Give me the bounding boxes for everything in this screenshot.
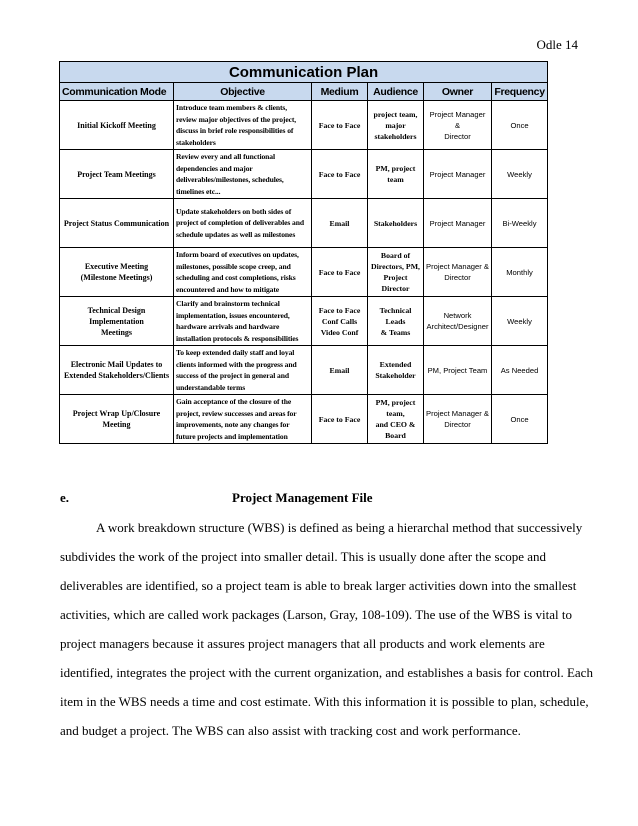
cell-medium-line: Face to Face bbox=[318, 305, 361, 315]
cell-communication-mode-line: Project Wrap Up/Closure Meeting bbox=[72, 409, 161, 429]
cell-frequency bbox=[492, 395, 548, 444]
cell-objective-line: scheduling and cost completions, risks bbox=[176, 273, 296, 282]
cell-frequency-line: Once bbox=[510, 120, 529, 130]
cell-audience bbox=[368, 199, 424, 248]
cell-audience-line: Extended bbox=[379, 360, 412, 369]
cell-audience bbox=[368, 346, 424, 395]
cell-owner bbox=[424, 101, 492, 150]
cell-objective-line: Review every and all functional bbox=[176, 152, 275, 161]
cell-objective bbox=[174, 101, 312, 150]
paragraph-line: A work breakdown structure (WBS) is defined as being a hierarchal method that successively bbox=[96, 520, 583, 535]
cell-communication-mode-line: (Milestone Meetings) bbox=[80, 273, 153, 282]
column-header-audience: Audience bbox=[368, 83, 424, 101]
paragraph-line: identified, integrates the project with the current organization, and establishes a basis for control. Each bbox=[60, 665, 593, 680]
cell-audience-line: Stakeholders bbox=[373, 218, 418, 228]
cell-audience bbox=[368, 395, 424, 444]
cell-communication-mode bbox=[60, 150, 174, 199]
table-row bbox=[60, 297, 548, 346]
column-header-communication-mode: Communication Mode bbox=[60, 83, 174, 101]
cell-frequency-line: As Needed bbox=[500, 365, 539, 375]
cell-owner-line: Project Manager bbox=[429, 218, 486, 228]
cell-owner-line: Network bbox=[443, 311, 472, 320]
cell-objective-line: project of completion of deliverables and bbox=[176, 218, 305, 228]
cell-owner-line: PM, Project Team bbox=[427, 365, 488, 375]
cell-communication-mode-line: Technical Design Implementation bbox=[87, 305, 146, 326]
cell-owner bbox=[424, 248, 492, 297]
column-header-medium: Medium bbox=[312, 83, 368, 101]
column-header-owner: Owner bbox=[424, 83, 492, 101]
cell-objective-line: Clarify and brainstorm technical bbox=[176, 299, 280, 308]
cell-owner bbox=[424, 346, 492, 395]
cell-audience-line: Board bbox=[385, 431, 406, 440]
cell-medium-line: Email bbox=[329, 218, 350, 228]
table-row bbox=[60, 101, 548, 150]
cell-objective-line: dependencies and major bbox=[176, 163, 253, 173]
section-letter: e. bbox=[60, 490, 70, 505]
cell-audience-line: and CEO & bbox=[375, 420, 416, 429]
cell-communication-mode-line: Extended Stakeholders/Clients bbox=[63, 371, 170, 380]
cell-owner-line: & bbox=[454, 120, 461, 130]
cell-objective-line: milestones, possible scope creep, and bbox=[176, 261, 291, 271]
table-row bbox=[60, 395, 548, 444]
cell-frequency bbox=[492, 248, 548, 297]
cell-objective bbox=[174, 346, 312, 395]
cell-communication-mode-line: Project Status Communication bbox=[63, 218, 170, 228]
cell-frequency-line: Monthly bbox=[506, 267, 533, 277]
paragraph-line: deliverables are identified, so a project team is able to break larger activities down into the smallest bbox=[60, 578, 577, 593]
cell-owner bbox=[424, 150, 492, 199]
cell-objective-line: stakeholders bbox=[176, 137, 216, 147]
cell-communication-mode-line: Executive Meeting bbox=[84, 262, 149, 271]
cell-owner bbox=[424, 297, 492, 346]
cell-objective-line: project, review successes and areas for bbox=[176, 408, 297, 418]
cell-audience-line: project team, bbox=[373, 109, 418, 119]
cell-owner-line: Project Manager bbox=[429, 109, 486, 119]
cell-owner-line: Architect/Designer bbox=[426, 322, 489, 331]
cell-medium bbox=[312, 150, 368, 199]
cell-frequency-line: Weekly bbox=[507, 316, 532, 326]
column-header-frequency: Frequency bbox=[492, 83, 548, 101]
cell-audience bbox=[368, 101, 424, 150]
cell-communication-mode-line: Initial Kickoff Meeting bbox=[77, 120, 156, 130]
cell-audience-line: Technical Leads bbox=[379, 305, 412, 326]
cell-audience bbox=[368, 150, 424, 199]
cell-communication-mode bbox=[60, 346, 174, 395]
cell-objective-line: future projects and implementation bbox=[176, 431, 288, 441]
cell-objective-line: improvements, note any changes for bbox=[176, 420, 290, 429]
cell-medium-line: Face to Face bbox=[318, 267, 361, 277]
cell-medium-line: Video Conf bbox=[320, 327, 359, 337]
cell-medium bbox=[312, 248, 368, 297]
cell-medium-line: Conf Calls bbox=[321, 316, 358, 326]
cell-communication-mode bbox=[60, 101, 174, 150]
cell-communication-mode-line: Meetings bbox=[100, 327, 133, 337]
cell-communication-mode bbox=[60, 199, 174, 248]
communication-plan-table-wrapper bbox=[59, 61, 547, 444]
cell-objective bbox=[174, 248, 312, 297]
cell-audience-line: & Teams bbox=[380, 327, 411, 337]
page-number: Odle 14 bbox=[536, 37, 578, 52]
cell-medium-line: Email bbox=[329, 365, 350, 375]
cell-frequency-line: Bi-Weekly bbox=[502, 218, 537, 228]
cell-communication-mode bbox=[60, 297, 174, 346]
table-row bbox=[60, 346, 548, 395]
cell-objective-line: implementation, issues encountered, bbox=[176, 310, 290, 320]
table-row bbox=[60, 150, 548, 199]
cell-audience-line: Directors, PM, bbox=[371, 262, 420, 271]
cell-frequency-line: Once bbox=[510, 414, 529, 424]
cell-frequency bbox=[492, 297, 548, 346]
cell-objective bbox=[174, 395, 312, 444]
cell-medium bbox=[312, 101, 368, 150]
cell-frequency-line: Weekly bbox=[507, 169, 532, 179]
table-body bbox=[60, 101, 548, 444]
table-row bbox=[60, 199, 548, 248]
cell-audience bbox=[368, 297, 424, 346]
paragraph-line: project managers because it assures project managers that all products and work elements are bbox=[60, 636, 545, 651]
cell-medium bbox=[312, 395, 368, 444]
cell-communication-mode-line: Project Team Meetings bbox=[77, 169, 156, 179]
cell-audience bbox=[368, 248, 424, 297]
cell-frequency bbox=[492, 346, 548, 395]
cell-audience-line: PM, project team bbox=[375, 164, 416, 184]
cell-medium-line: Face to Face bbox=[318, 169, 361, 179]
cell-audience-line: Stakeholder bbox=[375, 371, 416, 380]
cell-owner-line: Director bbox=[444, 420, 471, 429]
cell-communication-mode bbox=[60, 395, 174, 444]
cell-frequency bbox=[492, 199, 548, 248]
table-row bbox=[60, 248, 548, 297]
cell-frequency bbox=[492, 101, 548, 150]
cell-objective-line: discuss in brief role responsibilities of bbox=[176, 126, 294, 135]
paragraph-line: item in the WBS needs a time and cost estimate. With this information it is possible to plan, schedule, bbox=[60, 694, 589, 709]
cell-audience-line: major bbox=[385, 120, 406, 130]
cell-objective-line: To keep extended daily staff and loyal bbox=[176, 348, 295, 357]
cell-medium bbox=[312, 297, 368, 346]
cell-objective-line: encountered and how to mitigate bbox=[176, 284, 280, 294]
cell-medium-line: Face to Face bbox=[318, 414, 361, 424]
cell-audience-line: Project Director bbox=[381, 273, 410, 293]
cell-audience-line: Board of bbox=[380, 251, 411, 260]
cell-medium bbox=[312, 346, 368, 395]
cell-objective-line: timelines etc... bbox=[176, 186, 221, 196]
cell-owner-line: Director bbox=[444, 273, 471, 282]
cell-objective-line: schedule updates as well as milestones bbox=[176, 229, 296, 239]
paragraph-line: subdivides the work of the project into smaller detail. This is usually done after the scope and bbox=[60, 549, 547, 564]
table-header-row bbox=[60, 83, 548, 101]
table-title: Communication Plan bbox=[60, 62, 548, 83]
column-header-objective: Objective bbox=[174, 83, 312, 101]
cell-communication-mode bbox=[60, 248, 174, 297]
paragraph-line: and budget a project. The WBS can also assist with tracking cost and work performance. bbox=[60, 723, 521, 738]
cell-objective bbox=[174, 297, 312, 346]
cell-objective-line: Update stakeholders on both sides of bbox=[176, 206, 292, 216]
section-title: Project Management File bbox=[232, 490, 373, 505]
cell-medium bbox=[312, 199, 368, 248]
cell-objective bbox=[174, 199, 312, 248]
cell-objective bbox=[174, 150, 312, 199]
cell-objective-line: Gain acceptance of the closure of the bbox=[176, 397, 292, 406]
paragraph-line: activities, which are called work packages (Larson, Gray, 108-109). The use of the WBS is vital to bbox=[60, 607, 573, 622]
cell-objective-line: understandable terms bbox=[176, 382, 246, 392]
cell-owner-line: Project Manager & bbox=[426, 262, 489, 271]
cell-owner-line: Project Manager & bbox=[426, 409, 489, 418]
cell-owner-line: Project Manager bbox=[429, 169, 486, 179]
cell-frequency bbox=[492, 150, 548, 199]
body-paragraph bbox=[60, 513, 593, 745]
cell-objective-line: hardware arrivals and hardware bbox=[176, 322, 280, 331]
cell-audience-line: stakeholders bbox=[374, 131, 417, 141]
cell-objective-line: installation protocols & responsibilities bbox=[176, 333, 299, 343]
cell-medium-line: Face to Face bbox=[318, 120, 361, 130]
cell-communication-mode-line: Electronic Mail Updates to bbox=[70, 360, 163, 369]
cell-objective-line: clients informed with the progress and bbox=[176, 359, 297, 369]
cell-objective-line: success of the project in general and bbox=[176, 371, 290, 380]
cell-audience-line: PM, project team, bbox=[375, 398, 416, 418]
cell-objective-line: review major objectives of the project, bbox=[176, 114, 297, 124]
cell-owner-line: Director bbox=[444, 131, 471, 141]
table-title-row bbox=[60, 62, 548, 83]
communication-plan-table bbox=[59, 61, 548, 444]
cell-objective-line: deliverables/milestones, schedules, bbox=[176, 175, 284, 184]
cell-owner bbox=[424, 395, 492, 444]
cell-objective-line: Inform board of executives on updates, bbox=[176, 250, 299, 259]
cell-owner bbox=[424, 199, 492, 248]
cell-objective-line: Introduce team members & clients, bbox=[176, 103, 288, 112]
